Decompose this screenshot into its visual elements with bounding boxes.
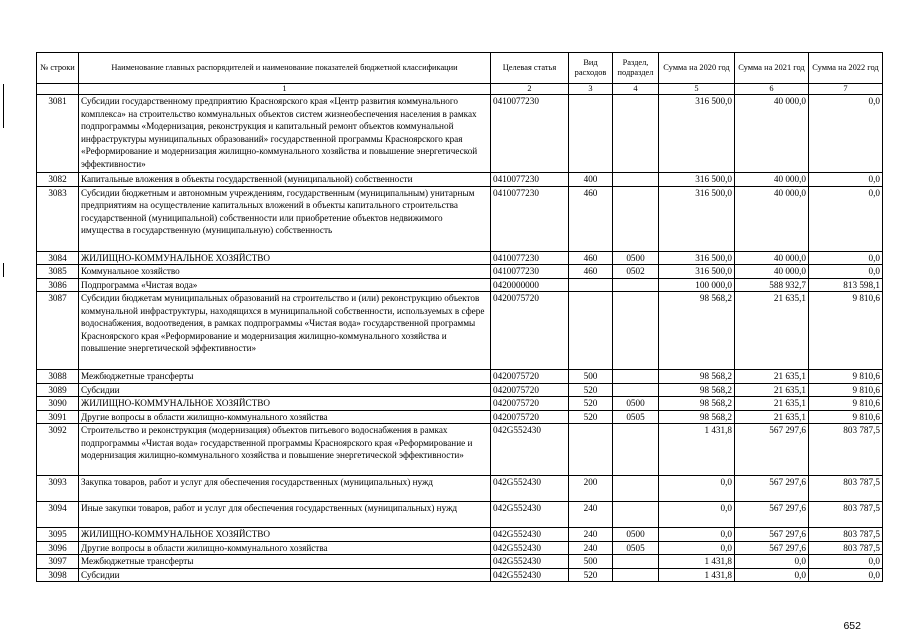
- row-number: 3094: [37, 502, 79, 528]
- row-sum-2022: 9 810,6: [809, 383, 883, 397]
- row-sum-2022: 803 787,5: [809, 424, 883, 476]
- row-expense-type: [569, 292, 613, 370]
- row-sum-2021: 588 932,7: [735, 278, 809, 292]
- column-number: 1: [79, 84, 491, 95]
- table-row: [37, 424, 883, 476]
- row-section: 0500: [613, 528, 659, 542]
- row-target: 0420000000: [491, 278, 569, 292]
- row-number: 3088: [37, 370, 79, 384]
- row-sum-2020: 316 500,0: [659, 251, 735, 265]
- row-expense-type: [569, 424, 613, 476]
- row-target: 042G552430: [491, 528, 569, 542]
- table-row: [37, 186, 883, 251]
- row-sum-2021: 567 297,6: [735, 476, 809, 502]
- row-name: Межбюджетные трансферты: [79, 370, 491, 384]
- column-number-row: [37, 84, 883, 95]
- row-target: 0410077230: [491, 186, 569, 251]
- table-row: [37, 173, 883, 187]
- row-sum-2020: 98 568,2: [659, 370, 735, 384]
- row-section: [613, 502, 659, 528]
- row-target: 0420075720: [491, 383, 569, 397]
- row-target: 0420075720: [491, 410, 569, 424]
- row-number: 3097: [37, 555, 79, 569]
- row-section: 0505: [613, 410, 659, 424]
- row-number: 3087: [37, 292, 79, 370]
- row-target: 0410077230: [491, 173, 569, 187]
- table-row: [37, 251, 883, 265]
- row-number: 3085: [37, 265, 79, 279]
- row-name: Другие вопросы в области жилищно-коммунального хозяйства: [79, 410, 491, 424]
- row-section: [613, 292, 659, 370]
- header-section: Раздел, подраздел: [613, 53, 659, 84]
- column-number: 4: [613, 84, 659, 95]
- table-row: [37, 370, 883, 384]
- header-sum-2021: Сумма на 2021 год: [735, 53, 809, 84]
- row-expense-type: 460: [569, 186, 613, 251]
- row-number: 3083: [37, 186, 79, 251]
- row-name: Субсидии: [79, 568, 491, 582]
- column-number: 5: [659, 84, 735, 95]
- row-name: Межбюджетные трансферты: [79, 555, 491, 569]
- row-sum-2021: 40 000,0: [735, 95, 809, 173]
- row-sum-2022: 9 810,6: [809, 370, 883, 384]
- row-name: Субсидии: [79, 383, 491, 397]
- table-row: [37, 95, 883, 173]
- row-number: 3086: [37, 278, 79, 292]
- row-name: Коммунальное хозяйство: [79, 265, 491, 279]
- table-row: [37, 528, 883, 542]
- row-section: [613, 186, 659, 251]
- row-sum-2022: 9 810,6: [809, 397, 883, 411]
- row-name: Строительство и реконструкция (модернизация) объектов питьевого водоснабжения в рамках подпрограммы «Чистая вода» государственной программы Красноярского края «Реформирование и модернизация жилищно-коммунального хозяйства и повышение энергетической эффективности»: [79, 424, 491, 476]
- table-row: [37, 568, 883, 582]
- row-number: 3081: [37, 95, 79, 173]
- row-section: [613, 278, 659, 292]
- row-target: 042G552430: [491, 568, 569, 582]
- column-number: 2: [491, 84, 569, 95]
- row-sum-2022: 813 598,1: [809, 278, 883, 292]
- row-section: [613, 424, 659, 476]
- row-sum-2022: 9 810,6: [809, 292, 883, 370]
- row-expense-type: 240: [569, 541, 613, 555]
- row-expense-type: [569, 278, 613, 292]
- row-sum-2021: 40 000,0: [735, 251, 809, 265]
- table-row: [37, 265, 883, 279]
- table-row: [37, 278, 883, 292]
- row-sum-2022: 0,0: [809, 95, 883, 173]
- row-sum-2021: 567 297,6: [735, 502, 809, 528]
- table-row: [37, 292, 883, 370]
- row-sum-2020: 1 431,8: [659, 568, 735, 582]
- row-name: ЖИЛИЩНО-КОММУНАЛЬНОЕ ХОЗЯЙСТВО: [79, 251, 491, 265]
- table-row: [37, 410, 883, 424]
- table-header-row: [37, 53, 883, 84]
- row-number: 3084: [37, 251, 79, 265]
- row-sum-2020: 0,0: [659, 476, 735, 502]
- table-row: [37, 555, 883, 569]
- row-name: Субсидии бюджетным и автономным учреждениям, государственным (муниципальным) унитарным предприятиям на осуществление капитальных вложений в объекты капитального строительства государственной (муниципальной) собственности или приобретение объектов недвижимого имущества в государственную (муниципальную) собственность: [79, 186, 491, 251]
- row-expense-type: 240: [569, 502, 613, 528]
- row-expense-type: 520: [569, 410, 613, 424]
- row-expense-type: 500: [569, 555, 613, 569]
- row-section: [613, 568, 659, 582]
- row-target: 042G552430: [491, 502, 569, 528]
- row-expense-type: 500: [569, 370, 613, 384]
- row-sum-2021: 21 635,1: [735, 410, 809, 424]
- row-number: 3093: [37, 476, 79, 502]
- row-sum-2022: 803 787,5: [809, 528, 883, 542]
- row-sum-2021: 40 000,0: [735, 265, 809, 279]
- row-sum-2020: 316 500,0: [659, 265, 735, 279]
- row-number: 3095: [37, 528, 79, 542]
- row-section: 0505: [613, 541, 659, 555]
- row-expense-type: 460: [569, 251, 613, 265]
- row-sum-2020: 98 568,2: [659, 292, 735, 370]
- margin-mark-bottom: [3, 263, 4, 277]
- row-sum-2020: 100 000,0: [659, 278, 735, 292]
- row-sum-2021: 21 635,1: [735, 370, 809, 384]
- row-name: Субсидии государственному предприятию Красноярского края «Центр развития коммунального комплекса» на строительство коммунальных объектов систем жизнеобеспечения населения в рамках подпрограммы «Модернизация, реконструкция и капитальный ремонт объектов коммунальной инфраструктуры муниципальных образований» государственной программы Красноярского края «Реформирование и модернизация жилищно-коммунального хозяйства и повышение энергетической эффективности»: [79, 95, 491, 173]
- row-sum-2022: 0,0: [809, 568, 883, 582]
- row-sum-2020: 316 500,0: [659, 95, 735, 173]
- row-expense-type: 460: [569, 265, 613, 279]
- row-sum-2022: 0,0: [809, 173, 883, 187]
- row-target: 0420075720: [491, 292, 569, 370]
- row-number: 3098: [37, 568, 79, 582]
- row-expense-type: 520: [569, 383, 613, 397]
- row-number: 3092: [37, 424, 79, 476]
- row-expense-type: 520: [569, 397, 613, 411]
- row-number: 3082: [37, 173, 79, 187]
- row-sum-2022: 9 810,6: [809, 410, 883, 424]
- row-sum-2020: 0,0: [659, 502, 735, 528]
- row-name: ЖИЛИЩНО-КОММУНАЛЬНОЕ ХОЗЯЙСТВО: [79, 528, 491, 542]
- row-sum-2020: 316 500,0: [659, 173, 735, 187]
- row-target: 042G552430: [491, 476, 569, 502]
- row-name: Подпрограмма «Чистая вода»: [79, 278, 491, 292]
- row-section: [613, 370, 659, 384]
- row-section: [613, 173, 659, 187]
- budget-table: [36, 52, 883, 582]
- row-expense-type: [569, 95, 613, 173]
- row-sum-2021: 0,0: [735, 568, 809, 582]
- table-row: [37, 476, 883, 502]
- row-sum-2021: 0,0: [735, 555, 809, 569]
- row-target: 042G552430: [491, 541, 569, 555]
- table-row: [37, 397, 883, 411]
- row-sum-2021: 567 297,6: [735, 528, 809, 542]
- row-target: 0410077230: [491, 251, 569, 265]
- row-sum-2021: 567 297,6: [735, 541, 809, 555]
- table-row: [37, 502, 883, 528]
- row-section: 0500: [613, 251, 659, 265]
- row-name: Закупка товаров, работ и услуг для обеспечения государственных (муниципальных) нужд: [79, 476, 491, 502]
- header-expense-type: Вид расходов: [569, 53, 613, 84]
- row-section: 0500: [613, 397, 659, 411]
- row-sum-2022: 803 787,5: [809, 541, 883, 555]
- row-expense-type: 200: [569, 476, 613, 502]
- row-number: 3091: [37, 410, 79, 424]
- header-row-no: № строки: [37, 53, 79, 84]
- row-sum-2020: 1 431,8: [659, 555, 735, 569]
- column-number: 3: [569, 84, 613, 95]
- row-sum-2022: 0,0: [809, 186, 883, 251]
- row-sum-2022: 0,0: [809, 251, 883, 265]
- row-sum-2020: 98 568,2: [659, 410, 735, 424]
- column-number: 7: [809, 84, 883, 95]
- row-number: 3090: [37, 397, 79, 411]
- row-sum-2022: 803 787,5: [809, 476, 883, 502]
- row-target: 0410077230: [491, 265, 569, 279]
- row-sum-2020: 98 568,2: [659, 383, 735, 397]
- header-target: Целевая статья: [491, 53, 569, 84]
- row-sum-2021: 40 000,0: [735, 186, 809, 251]
- row-number: 3089: [37, 383, 79, 397]
- row-target: 0420075720: [491, 370, 569, 384]
- row-target: 0420075720: [491, 397, 569, 411]
- column-number: 6: [735, 84, 809, 95]
- row-target: 042G552430: [491, 555, 569, 569]
- row-sum-2020: 0,0: [659, 541, 735, 555]
- row-number: 3096: [37, 541, 79, 555]
- row-sum-2020: 98 568,2: [659, 397, 735, 411]
- row-sum-2021: 21 635,1: [735, 397, 809, 411]
- header-sum-2022: Сумма на 2022 год: [809, 53, 883, 84]
- row-name: Субсидии бюджетам муниципальных образований на строительство и (или) реконструкцию объектов коммунальной инфраструктуры, находящихся в муниципальной собственности, используемых в сфере водоснабжения, водоотведения, в рамках подпрограммы «Чистая вода» государственной программы Красноярского края «Реформирование и модернизация жилищно-коммунального хозяйства и повышение энергетической эффективности»: [79, 292, 491, 370]
- column-number: [37, 84, 79, 95]
- row-name: Иные закупки товаров, работ и услуг для обеспечения государственных (муниципальных) нужд: [79, 502, 491, 528]
- row-section: [613, 95, 659, 173]
- row-name: Капитальные вложения в объекты государственной (муниципальной) собственности: [79, 173, 491, 187]
- row-section: [613, 555, 659, 569]
- row-sum-2021: 21 635,1: [735, 383, 809, 397]
- row-sum-2020: 0,0: [659, 528, 735, 542]
- row-sum-2020: 316 500,0: [659, 186, 735, 251]
- row-expense-type: 520: [569, 568, 613, 582]
- row-expense-type: 400: [569, 173, 613, 187]
- row-expense-type: 240: [569, 528, 613, 542]
- table-row: [37, 383, 883, 397]
- row-target: 042G552430: [491, 424, 569, 476]
- row-sum-2021: 21 635,1: [735, 292, 809, 370]
- header-sum-2020: Сумма на 2020 год: [659, 53, 735, 84]
- row-sum-2022: 0,0: [809, 265, 883, 279]
- row-sum-2021: 567 297,6: [735, 424, 809, 476]
- table-row: [37, 541, 883, 555]
- table-body: [37, 95, 883, 582]
- row-section: 0502: [613, 265, 659, 279]
- row-name: ЖИЛИЩНО-КОММУНАЛЬНОЕ ХОЗЯЙСТВО: [79, 397, 491, 411]
- row-sum-2020: 1 431,8: [659, 424, 735, 476]
- row-sum-2021: 40 000,0: [735, 173, 809, 187]
- row-section: [613, 476, 659, 502]
- page-number: 652: [843, 620, 861, 632]
- row-section: [613, 383, 659, 397]
- row-sum-2022: 0,0: [809, 555, 883, 569]
- margin-mark-top: [3, 84, 4, 128]
- row-name: Другие вопросы в области жилищно-коммунального хозяйства: [79, 541, 491, 555]
- row-sum-2022: 803 787,5: [809, 502, 883, 528]
- header-name: Наименование главных распорядителей и наименование показателей бюджетной классификации: [79, 53, 491, 84]
- row-target: 0410077230: [491, 95, 569, 173]
